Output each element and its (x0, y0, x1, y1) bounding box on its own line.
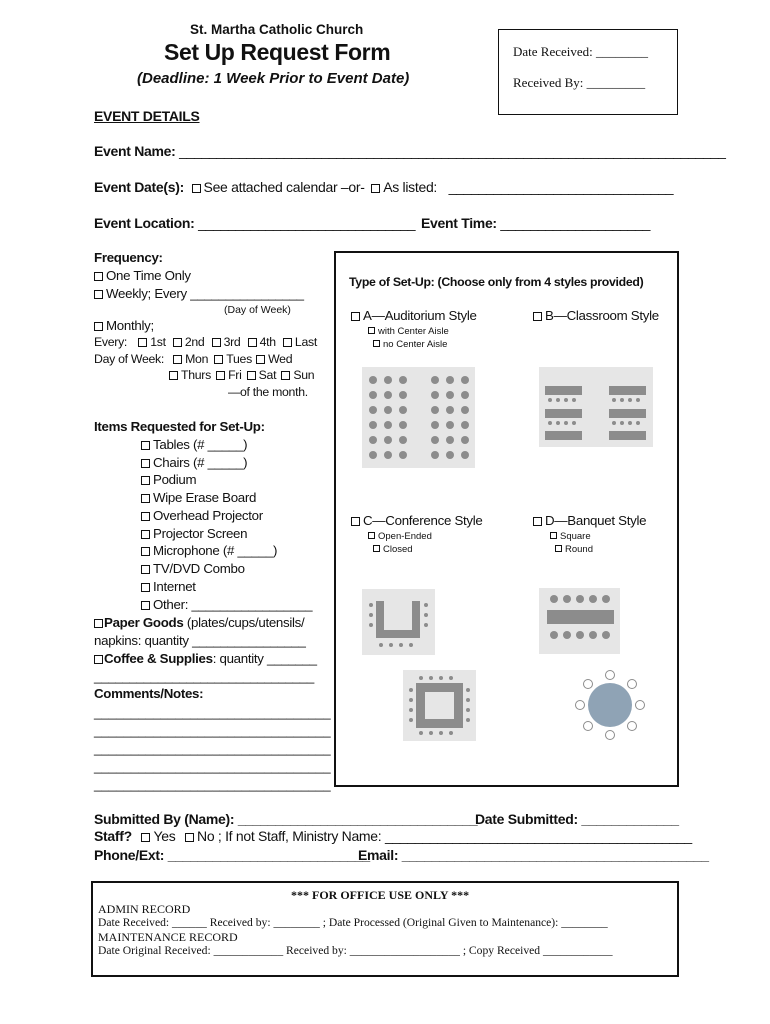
admin-record-fields[interactable]: Date Received: ______ Received by: ________ ; Date Processed (Original Given to Maintenance): ________ (98, 916, 608, 929)
projector-screen-checkbox[interactable] (141, 530, 150, 539)
banquet-long-diagram (539, 588, 620, 654)
paper-goods-quantity[interactable]: napkins: quantity ________________ (94, 633, 306, 648)
staff-yes-label: Yes (153, 828, 176, 844)
item-overhead-projector[interactable] (141, 508, 263, 523)
date-received-field[interactable]: Date Received: ________ (513, 44, 649, 59)
banquet-option[interactable] (533, 513, 646, 528)
chairs-checkbox[interactable] (141, 459, 150, 468)
setup-type-box (334, 251, 679, 787)
sun-label: Sun (293, 368, 315, 382)
overhead-projector-checkbox[interactable] (141, 512, 150, 521)
staff-no-checkbox[interactable] (185, 833, 194, 842)
day-of-week-row2 (169, 368, 314, 382)
every-label: Every: (94, 335, 128, 349)
weekly-day-field[interactable]: ________________ (190, 286, 304, 301)
date-submitted-field[interactable]: Date Submitted: _____________ (475, 811, 679, 827)
church-name: St. Martha Catholic Church (190, 22, 364, 37)
coffee-label: Coffee & Supplies (104, 651, 213, 666)
comments-line[interactable]: ________________________________ (94, 777, 331, 792)
mon-label: Mon (185, 352, 209, 366)
item-tables-label: Tables (# _____) (153, 437, 248, 452)
item-podium[interactable] (141, 472, 196, 487)
center-aisle-checkbox[interactable] (368, 327, 375, 334)
day-of-week-label: Day of Week: (94, 352, 164, 366)
classroom-option[interactable] (533, 308, 659, 323)
open-ended-label: Open-Ended (378, 531, 432, 542)
week-4th-checkbox[interactable] (248, 338, 257, 347)
mon-checkbox[interactable] (173, 355, 182, 364)
event-dates-label: Event Date(s): (94, 179, 184, 195)
one-time-label: One Time Only (106, 268, 191, 283)
classroom-diagram (539, 367, 653, 447)
week-last-label: Last (294, 335, 317, 349)
office-use-heading: *** FOR OFFICE USE ONLY *** (291, 888, 470, 902)
other-checkbox[interactable] (141, 601, 150, 610)
event-location-label: Event Location: (94, 215, 195, 231)
staff-label: Staff? (94, 828, 132, 844)
fri-checkbox[interactable] (216, 371, 225, 380)
tv-dvd-checkbox[interactable] (141, 565, 150, 574)
conference-open-diagram (362, 589, 435, 655)
staff-no-ministry-field[interactable]: No ; If not Staff, Ministry Name: _________________________________________ (197, 828, 692, 844)
monthly-option[interactable] (94, 318, 154, 333)
item-microphone-label: Microphone (# _____) (153, 543, 278, 558)
paper-goods-desc: (plates/cups/utensils/ (183, 615, 305, 630)
one-time-option[interactable] (94, 268, 191, 283)
one-time-checkbox[interactable] (94, 272, 103, 281)
coffee-option[interactable] (94, 651, 317, 666)
banquet-round-diagram (574, 670, 646, 740)
comments-line[interactable]: ________________________________ (94, 723, 331, 738)
closed-label: Closed (383, 544, 413, 555)
no-center-aisle-checkbox[interactable] (373, 340, 380, 347)
event-location-field[interactable]: _____________________________ (198, 215, 416, 231)
conference-label: C—Conference Style (363, 513, 483, 528)
auditorium-option[interactable] (351, 308, 477, 323)
paper-goods-label: Paper Goods (104, 615, 184, 630)
item-wipe-board-label: Wipe Erase Board (153, 490, 257, 505)
center-aisle-label: with Center Aisle (378, 326, 449, 337)
staff-yes-checkbox[interactable] (141, 833, 150, 842)
maintenance-record-heading: MAINTENANCE RECORD (98, 930, 238, 944)
item-projector-screen-label: Projector Screen (153, 526, 248, 541)
coffee-line[interactable]: _______________________________ (94, 669, 314, 684)
setup-title: Type of Set-Up: (Choose only from 4 styles provided) (349, 275, 644, 289)
auditorium-diagram (362, 367, 475, 468)
round-option[interactable] (555, 544, 593, 555)
as-listed-checkbox[interactable] (371, 184, 380, 193)
email-field[interactable]: Email: _________________________________________ (358, 847, 709, 863)
auditorium-checkbox[interactable] (351, 312, 360, 321)
event-dates-row (94, 179, 673, 195)
paper-goods-checkbox[interactable] (94, 619, 103, 628)
classroom-checkbox[interactable] (533, 312, 542, 321)
item-chairs[interactable] (141, 455, 247, 470)
item-tables[interactable] (141, 437, 247, 452)
item-wipe-board[interactable] (141, 490, 256, 505)
banquet-checkbox[interactable] (533, 517, 542, 526)
submitted-by-field[interactable]: Submitted By (Name): ________________________________ (94, 811, 478, 827)
tues-label: Tues (226, 352, 252, 366)
event-name-label: Event Name: (94, 143, 176, 159)
tues-checkbox[interactable] (214, 355, 223, 364)
week-3rd-checkbox[interactable] (212, 338, 221, 347)
square-option[interactable] (550, 531, 591, 542)
receipt-box (498, 29, 678, 115)
sun-checkbox[interactable] (281, 371, 290, 380)
auditorium-label: A—Auditorium Style (363, 308, 477, 323)
item-chairs-label: Chairs (# _____) (153, 455, 248, 470)
comments-line[interactable]: ________________________________ (94, 741, 331, 756)
items-label: Items Requested for Set-Up: (94, 419, 265, 434)
conference-option[interactable] (351, 513, 483, 528)
closed-option[interactable] (373, 544, 413, 555)
week-3rd-label: 3rd (223, 335, 241, 349)
internet-checkbox[interactable] (141, 583, 150, 592)
event-details-heading: EVENT DETAILS (94, 108, 200, 124)
admin-record-heading: ADMIN RECORD (98, 902, 191, 916)
round-checkbox[interactable] (555, 545, 562, 552)
form-title: Set Up Request Form (164, 39, 391, 65)
week-2nd-label: 2nd (184, 335, 205, 349)
event-time-label: Event Time: (421, 215, 497, 231)
item-microphone[interactable] (141, 543, 277, 558)
wed-checkbox[interactable] (256, 355, 265, 364)
weekly-checkbox[interactable] (94, 290, 103, 299)
weekly-option[interactable] (94, 286, 304, 301)
no-center-aisle-label: no Center Aisle (383, 339, 448, 350)
monthly-label: Monthly; (106, 318, 154, 333)
thurs-checkbox[interactable] (169, 371, 178, 380)
classroom-label: B—Classroom Style (545, 308, 659, 323)
item-projector-screen[interactable] (141, 526, 247, 541)
received-by-field[interactable]: Received By: _________ (513, 75, 646, 90)
event-name-field[interactable]: _________________________________________________________________________ (179, 143, 726, 159)
as-listed-label: As listed: (383, 179, 438, 195)
week-1st-label: 1st (150, 335, 166, 349)
item-other-label: Other: _________________ (153, 597, 313, 612)
paper-goods-option[interactable] (94, 615, 304, 630)
day-of-week-hint: (Day of Week) (224, 304, 291, 316)
monthly-checkbox[interactable] (94, 322, 103, 331)
monthly-week-row (94, 335, 317, 349)
closed-checkbox[interactable] (373, 545, 380, 552)
event-time-row (421, 215, 650, 231)
podium-checkbox[interactable] (141, 476, 150, 485)
phone-field[interactable]: Phone/Ext: ___________________________ (94, 847, 370, 863)
item-internet[interactable] (141, 579, 196, 594)
item-tv-dvd-label: TV/DVD Combo (153, 561, 245, 576)
coffee-checkbox[interactable] (94, 655, 103, 664)
microphone-checkbox[interactable] (141, 547, 150, 556)
comments-label: Comments/Notes: (94, 686, 204, 701)
event-location-row (94, 215, 415, 231)
week-last-checkbox[interactable] (283, 338, 292, 347)
event-name-row (94, 143, 726, 159)
week-1st-checkbox[interactable] (138, 338, 147, 347)
week-4th-label: 4th (259, 335, 276, 349)
wed-label: Wed (268, 352, 293, 366)
maintenance-record-fields[interactable]: Date Original Received: ____________ Received by: ___________________ ; Copy Received ____________ (98, 944, 613, 957)
item-other[interactable] (141, 597, 312, 612)
square-label: Square (560, 531, 591, 542)
open-ended-checkbox[interactable] (368, 532, 375, 539)
sat-checkbox[interactable] (247, 371, 256, 380)
item-tv-dvd[interactable] (141, 561, 245, 576)
of-the-month-label: —of the month. (228, 385, 308, 399)
banquet-label: D—Banquet Style (545, 513, 647, 528)
fri-label: Fri (228, 368, 242, 382)
staff-row (94, 828, 692, 844)
event-time-field[interactable]: ____________________ (500, 215, 651, 231)
thurs-label: Thurs (181, 368, 211, 382)
center-aisle-option[interactable] (368, 326, 449, 337)
comments-line[interactable]: ________________________________ (94, 705, 331, 720)
no-center-aisle-option[interactable] (373, 339, 447, 350)
deadline-note: (Deadline: 1 Week Prior to Event Date) (137, 70, 410, 87)
conference-closed-diagram (403, 670, 476, 741)
frequency-label: Frequency: (94, 250, 163, 265)
wipe-board-checkbox[interactable] (141, 494, 150, 503)
sat-label: Sat (258, 368, 277, 382)
week-2nd-checkbox[interactable] (173, 338, 182, 347)
square-checkbox[interactable] (550, 532, 557, 539)
conference-checkbox[interactable] (351, 517, 360, 526)
office-use-box (91, 881, 679, 977)
item-internet-label: Internet (153, 579, 196, 594)
event-dates-field[interactable]: ______________________________ (448, 179, 674, 195)
coffee-quantity[interactable]: : quantity _______ (212, 651, 317, 666)
open-ended-option[interactable] (368, 531, 432, 542)
item-overhead-projector-label: Overhead Projector (153, 508, 263, 523)
weekly-label: Weekly; Every (106, 286, 187, 301)
comments-line[interactable]: ________________________________ (94, 759, 331, 774)
calendar-option-label: See attached calendar –or- (203, 179, 365, 195)
tables-checkbox[interactable] (141, 441, 150, 450)
round-label: Round (565, 544, 593, 555)
day-of-week-row1 (94, 352, 292, 366)
item-podium-label: Podium (153, 472, 197, 487)
calendar-checkbox[interactable] (192, 184, 201, 193)
